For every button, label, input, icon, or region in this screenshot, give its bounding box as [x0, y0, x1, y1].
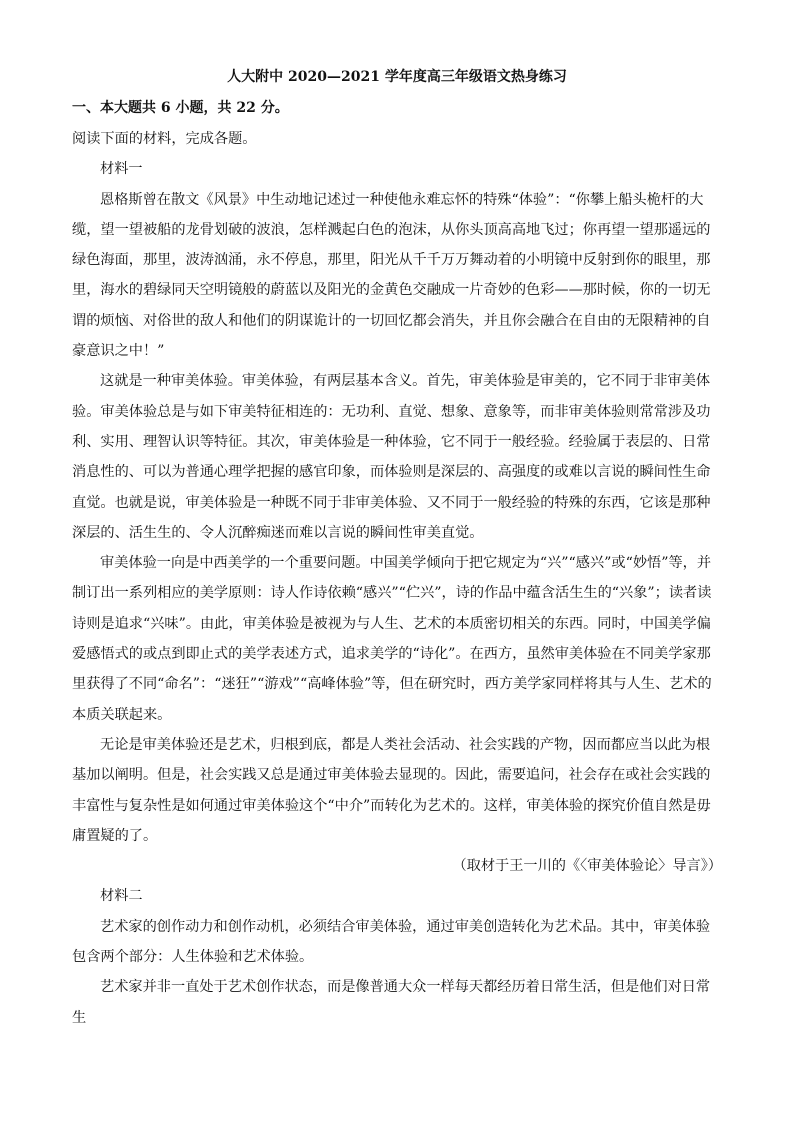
- material-two-label: 材料二: [100, 888, 143, 905]
- instruction-text: 阅读下面的材料，完成各题。: [72, 131, 257, 147]
- paragraph: 恩格斯曾在散文《风景》中生动地记述过一种使他永难忘怀的特殊“体验”：“你攀上船头桅杆的大缆，望一望被船的龙骨划破的波浪，怎样溅起白色的泡沫，从你头顶高高地飞过；你再望一望那遥远的绿色海面，那里，波涛汹涌，永不停息，那里，阳光从千千万万舞动着的小明镜中反射到你的眼里，那里，海水的碧绿同天空明镜般的蔚蓝以及阳光的金黄色交融成一片奇妙的色彩——那时候，你的一切无谓的烦恼、对俗世的敌人和他们的阴谋诡计的一切回忆都会消失，并且你会融合在自由的无限精神的自豪意识之中！”: [72, 191, 711, 360]
- document-body: [72, 124, 722, 1033]
- paragraph: 审美体验一向是中西美学的一个重要问题。中国美学倾向于把它规定为“兴”“感兴”或“妙悟”等，并制订出一系列相应的美学原则：诗人作诗依赖“感兴”“伫兴”，诗的作品中蕴含活生生的“兴象”；读者读诗则是追求“兴味”。由此，审美体验是被视为与人生、艺术的本质密切相关的东西。同时，中国美学偏爱感悟式的或点到即止式的美学表述方式，追求美学的“诗化”。在西方，虽然审美体验在不同美学家那里获得了不同“命名”：“迷狂”“游戏”“高峰体验”等，但在研究时，西方美学家同样将其与人生、艺术的本质关联起来。: [72, 555, 712, 723]
- paragraph: 这就是一种审美体验。审美体验，有两层基本含义。首先，审美体验是审美的，它不同于非审美体验。审美体验总是与如下审美特征相连的：无功利、直觉、想象、意象等，而非审美体验则常常涉及功利、实用、理智认识等特征。其次，审美体验是一种体验，它不同于一般经验。经验属于表层的、日常消息性的、可以为普通心理学把握的感官印象，而体验则是深层的、高强度的或难以言说的瞬间性生命直觉。也就是说，审美体验是一种既不同于非审美体验、又不同于一般经验的特殊的东西，它该是那种深层的、活生生的、令人沉醉痴迷而难以言说的瞬间性审美直觉。: [72, 373, 711, 541]
- document-title: 人大附中 2020—2021 学年度高三年级语文热身练习: [227, 69, 567, 85]
- source-citation: （取材于王一川的《〈审美体验论〉导言》）: [452, 858, 722, 875]
- section-heading: 一、本大题共 6 小题，共 22 分。: [72, 100, 289, 116]
- paragraph: 艺术家并非一直处于艺术创作状态，而是像普通大众一样每天都经历着日常生活，但是他们对日常生: [72, 979, 711, 1026]
- material-one-label: 材料一: [100, 161, 143, 178]
- paragraph: 无论是审美体验还是艺术，归根到底，都是人类社会活动、社会实践的产物，因而都应当以此为根基加以阐明。但是，社会实践又总是通过审美体验去显现的。因此，需要追问，社会存在或社会实践的丰富性与复杂性是如何通过审美体验这个“中介”而转化为艺术的。这样，审美体验的探究价值自然是毋庸置疑的了。: [72, 736, 711, 844]
- paragraph: 艺术家的创作动力和创作动机，必须结合审美体验，通过审美创造转化为艺术品。其中，审美体验包含两个部分：人生体验和艺术体验。: [72, 918, 711, 966]
